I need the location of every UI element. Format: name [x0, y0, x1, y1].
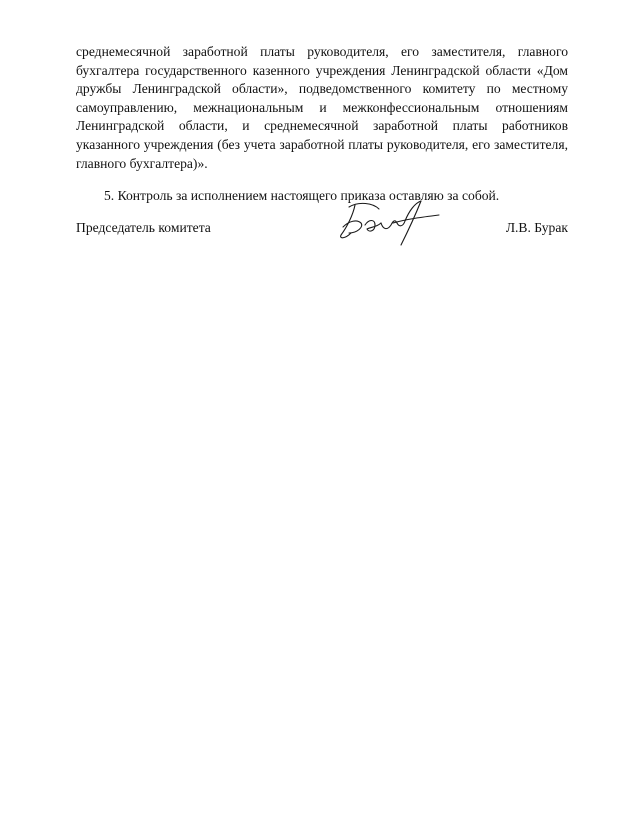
signature-block: [76, 219, 568, 239]
signature-stroke-1: [349, 203, 379, 209]
handwritten-signature: [335, 193, 445, 248]
signature-stroke-8: [393, 215, 439, 223]
signature-stroke-6: [397, 201, 421, 226]
signatory-position: Председатель комитета: [76, 220, 211, 235]
signature-stroke-4: [365, 221, 381, 232]
signatory-name: Л.В. Бурак: [505, 220, 568, 235]
document-body: [76, 43, 568, 206]
paragraph-continuation: среднемесячной заработной платы руководителя, его заместителя, главного бухгалтера государственного казенного учреждения Ленинградской области «Дом дружбы Ленинградской области», подведомственного комитету по местному самоуправлению, межнациональным и межконфессиональным отношениям Ленинградской области, и среднемесячной заработной платы работников указанного учреждения (без учета заработной платы руководителя, его заместителя, главного бухгалтера)».: [76, 44, 568, 171]
paragraph-item-5: 5. Контроль за исполнением настоящего приказа оставляю за собой.: [104, 188, 500, 204]
